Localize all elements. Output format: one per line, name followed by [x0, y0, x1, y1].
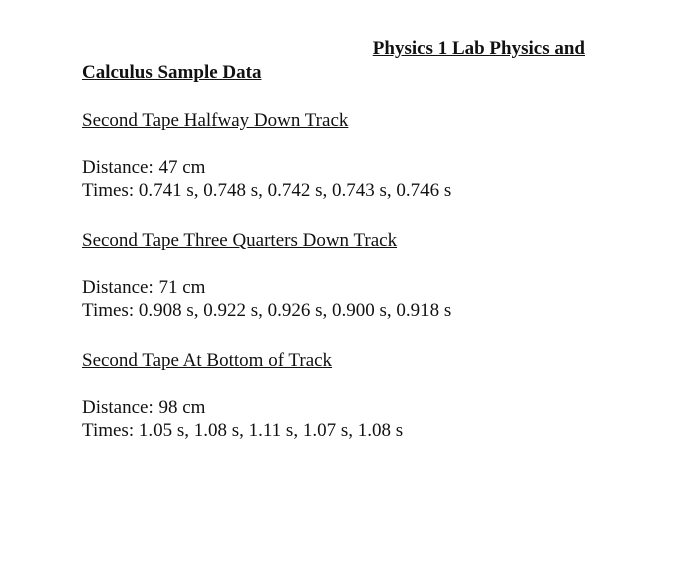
section-three-quarters — [82, 229, 642, 322]
section-halfway — [82, 109, 642, 202]
distance-value: Distance: 98 cm — [82, 397, 206, 418]
distance-value: Distance: 71 cm — [82, 277, 206, 298]
section-bottom — [82, 349, 642, 442]
document-title-line-2: Calculus Sample Data — [82, 62, 262, 83]
distance-value: Distance: 47 cm — [82, 157, 206, 178]
section-heading: Second Tape Halfway Down Track — [82, 110, 349, 131]
times-values: Times: 1.05 s, 1.08 s, 1.11 s, 1.07 s, 1.08 s — [82, 420, 404, 441]
section-heading: Second Tape At Bottom of Track — [82, 350, 333, 371]
times-values: Times: 0.908 s, 0.922 s, 0.926 s, 0.900 s, 0.918 s — [82, 300, 452, 321]
times-values: Times: 0.741 s, 0.748 s, 0.742 s, 0.743 s, 0.746 s — [82, 180, 452, 201]
section-heading: Second Tape Three Quarters Down Track — [82, 230, 398, 251]
document-title-line-1: Physics 1 Lab Physics and — [372, 38, 585, 59]
